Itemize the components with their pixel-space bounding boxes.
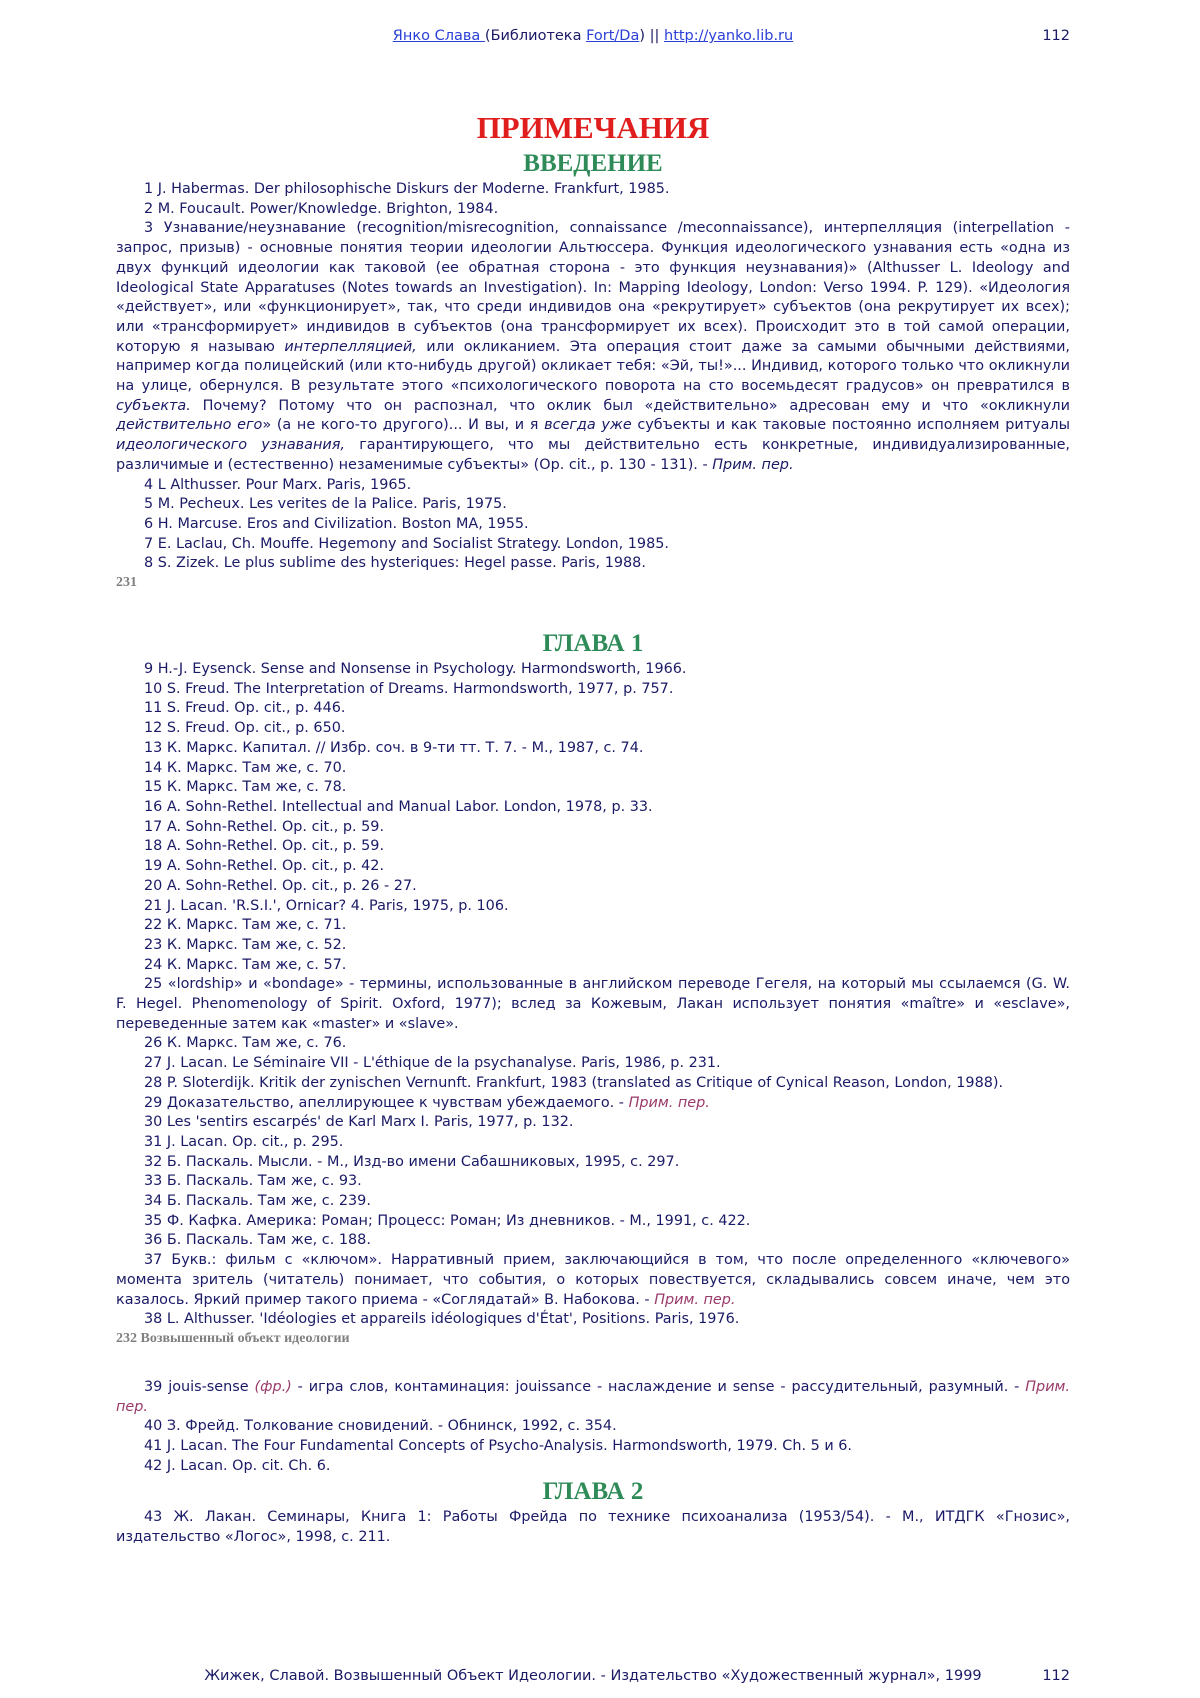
page-break-gap-2 <box>116 1348 1070 1378</box>
note-39-text-a: 39 jouis-sense <box>144 1378 255 1395</box>
note-31: 31 J. Lacan. Op. cit., p. 295. <box>144 1133 344 1150</box>
note-39 <box>116 1378 1070 1417</box>
note-34: 34 Б. Паскаль. Там же, с. 239. <box>144 1193 371 1210</box>
note-39-prim: Прим. пер. <box>116 1378 1070 1415</box>
note-3-prim: Прим. пер. <box>712 456 794 473</box>
note-3-em-j: идеологического узнавания, <box>116 437 345 454</box>
note-28: 28 P. Sloterdijk. Kritik der zynischen Vernunft. Frankfurt, 1983 (translated as Critique of Cynical Reason, London, 1988). <box>144 1074 1004 1091</box>
main-title: ПРИМЕЧАНИЯ <box>476 110 710 145</box>
note-25: 25 «lordship» и «bondage» - термины, использованные в английском переводе Гегеля, на который мы ссылаемся (G. W. F. Hegel. Phenomenology of Spirit. Oxford, 1977); вслед за Кожевым, Лакан использует понятия «maître» и «esclave», переведенные затем как «master» и «slave». <box>116 976 1070 1032</box>
note-11: 11 S. Freud. Op. cit., p. 446. <box>144 700 346 717</box>
note-21: 21 J. Lacan. 'R.S.I.', Ornicar? 4. Paris, 1975, p. 106. <box>144 897 509 914</box>
note-18: 18 A. Sohn-Rethel. Op. cit., p. 59. <box>144 838 385 855</box>
notes-content <box>116 108 1070 1548</box>
note-37-prim: Прим. пер. <box>654 1291 736 1308</box>
page-header <box>116 28 1070 52</box>
note-16: 16 A. Sohn-Rethel. Intellectual and Manual Labor. London, 1978, p. 33. <box>144 798 653 815</box>
note-9: 9 H.-J. Eysenck. Sense and Nonsense in Psychology. Harmondsworth, 1966. <box>144 661 687 678</box>
note-39-lang: (фр.) <box>254 1378 292 1395</box>
note-29-text: 29 Доказательство, апеллирующее к чувствам убеждаемого. - <box>144 1094 629 1111</box>
page-mark-232: 232 Возвышенный объект идеологии <box>116 1330 350 1346</box>
note-3-text-a: 3 Узнавание/неузнавание (recognition/misrecognition, connaissance /meconnaissance), интерпелляция (interpellation - запрос, призыв) - основные понятия теории идеологии Альтюссера. Функция идеологического узнавания есть «одна из двух функций идеологии как таковой (ее обратная сторона - это функция неузнавания)» (Althusser L. Ideology and Ideological State Apparatuses (Notes towards an Investigation). In: Mapping Ideology, London: Verso 1994. P. 129). «Идеология «действует», или «функционирует», так, что среди индивидов она «рекрутирует» субъектов (она рекрутирует их всех); или «трансформирует» индивидов в субъектов (она трансформирует их всех). Происходит это в той самой операции, которую я называю <box>116 220 1070 355</box>
section-title-intro: ВВЕДЕНИЕ <box>523 150 663 177</box>
library-prefix: (Библиотека <box>484 28 587 44</box>
note-3-em-d: субъекта. <box>116 397 191 414</box>
section-title-ch1: ГЛАВА 1 <box>542 630 644 658</box>
note-24: 24 К. Маркс. Там же, с. 57. <box>144 956 347 973</box>
section-title-ch2: ГЛАВА 2 <box>542 1478 644 1506</box>
note-14: 14 К. Маркс. Там же, с. 70. <box>144 759 347 776</box>
note-17: 17 A. Sohn-Rethel. Op. cit., p. 59. <box>144 818 385 835</box>
note-36: 36 Б. Паскаль. Там же, с. 188. <box>144 1232 371 1249</box>
note-29-prim: Прим. пер. <box>628 1094 710 1111</box>
note-37-text: 37 Букв.: фильм с «ключом». Нарративный прием, заключающийся в том, что после определенного «ключевого» момента зритель (читатель) понимает, что события, о которых повествуется, складывались совсем иначе, чем это казалось. Яркий пример такого приема - «Соглядатай» В. Набокова. - <box>116 1252 1070 1308</box>
fortda-link[interactable]: Fort/Da <box>586 28 640 44</box>
note-39-text-c: - игра слов, контаминация: jouissance - наслаждение и sense - рассудительный, разумный. - <box>291 1378 1026 1395</box>
note-2: 2 M. Foucault. Power/Knowledge. Brighton, 1984. <box>144 200 499 217</box>
note-3-text-g: » (а не кого-то другого)... И вы, и я <box>262 417 545 434</box>
note-37 <box>116 1251 1070 1310</box>
note-42: 42 J. Lacan. Op. cit. Ch. 6. <box>144 1457 331 1474</box>
note-43: 43 Ж. Лакан. Семинары, Книга 1: Работы Фрейда по технике психоанализа (1953/54). - М., ИТДГК «Гнозис», издательство «Логос», 1998, с. 211. <box>116 1509 1070 1546</box>
footer-text: Жижек, Славой. Возвышенный Объект Идеологии. - Издательство «Художественный журнал», 1999 <box>204 1668 982 1684</box>
note-30: 30 Les 'sentirs escarpés' de Karl Marx I. Paris, 1977, p. 132. <box>144 1114 574 1131</box>
note-15: 15 К. Маркс. Там же, с. 78. <box>144 779 347 796</box>
note-3-text-k: гарантирующего, что мы действительно есть конкретные, индивидуализированные, различимые и (естественно) незаменимые субъекты» (Op. cit., p. 130 - 131). - <box>116 437 1070 473</box>
header-line <box>116 28 1070 44</box>
note-19: 19 A. Sohn-Rethel. Op. cit., p. 42. <box>144 858 385 875</box>
page-footer <box>116 1668 1070 1688</box>
note-5: 5 M. Pecheux. Les verites de la Palice. Paris, 1975. <box>144 496 507 513</box>
page-mark-231: 231 <box>116 575 137 591</box>
note-32: 32 Б. Паскаль. Мысли. - М., Изд-во имени Сабашниковых, 1995, с. 297. <box>144 1153 680 1170</box>
note-3-text-e: Почему? Потому что он распознал, что оклик был «действительно» адресован ему и что «окликнули <box>190 397 1070 414</box>
note-35: 35 Ф. Кафка. Америка: Роман; Процесс: Роман; Из дневников. - М., 1991, с. 422. <box>144 1212 751 1229</box>
header-page-number: 112 <box>1042 28 1070 44</box>
footer-page-number: 112 <box>1042 1668 1070 1684</box>
note-27: 27 J. Lacan. Le Séminaire VII - L'éthique de la psychanalyse. Paris, 1986, p. 231. <box>144 1055 721 1072</box>
note-3-text-i: субъекты и как таковые постоянно исполняем ритуалы <box>631 417 1070 434</box>
note-4: 4 L Althusser. Pour Marx. Paris, 1965. <box>144 476 412 493</box>
note-1: 1 J. Habermas. Der philosophische Diskurs der Moderne. Frankfurt, 1985. <box>144 181 670 197</box>
note-3-em-b: интерпелляцией, <box>284 338 417 355</box>
note-3-em-f: действительно его <box>116 417 263 434</box>
note-3-text-c: или окликанием. Эта операция стоит даже за самыми обычными действиями, например когда полицейский (или кто-нибудь другой) окликает тебя: «Эй, ты!»... Индивид, которого только что окликнули на улице, обернулся. В результате этого «психологического поворота на сто восемьдесят градусов» он превратился в <box>116 338 1071 395</box>
author-link[interactable]: Янко Слава <box>392 28 485 44</box>
note-3 <box>116 219 1070 475</box>
note-29 <box>116 1094 1070 1114</box>
library-suffix: ) || <box>639 28 664 44</box>
note-23: 23 К. Маркс. Там же, с. 52. <box>144 936 347 953</box>
note-40: 40 З. Фрейд. Толкование сновидений. - Обнинск, 1992, с. 354. <box>144 1418 617 1435</box>
note-41: 41 J. Lacan. The Four Fundamental Concepts of Psycho-Analysis. Harmondsworth, 1979. Ch. 5 и 6. <box>144 1438 852 1455</box>
note-38: 38 L. Althusser. 'Idéologies et appareils idéologiques d'État', Positions. Paris, 1976. <box>144 1311 740 1328</box>
note-22: 22 К. Маркс. Там же, с. 71. <box>144 917 347 934</box>
note-26: 26 К. Маркс. Там же, с. 76. <box>144 1035 347 1052</box>
site-link[interactable]: http://yanko.lib.ru <box>664 28 794 44</box>
note-13: 13 К. Маркс. Капитал. // Избр. соч. в 9-ти тт. Т. 7. - М., 1987, с. 74. <box>144 739 644 756</box>
note-33: 33 Б. Паскаль. Там же, с. 93. <box>144 1173 362 1190</box>
note-7: 7 E. Laclau, Ch. Mouffe. Hegemony and Socialist Strategy. London, 1985. <box>144 535 669 552</box>
note-10: 10 S. Freud. The Interpretation of Dreams. Harmondsworth, 1977, p. 757. <box>144 680 674 697</box>
note-6: 6 H. Marcuse. Eros and Civilization. Boston MA, 1955. <box>144 515 529 532</box>
note-8: 8 S. Zizek. Le plus sublime des hysteriques: Hegel passe. Paris, 1988. <box>144 555 646 572</box>
page-break-gap <box>116 592 1070 628</box>
note-3-em-h: всегда уже <box>544 417 632 434</box>
note-12: 12 S. Freud. Op. cit., p. 650. <box>144 720 346 737</box>
note-20: 20 A. Sohn-Rethel. Op. cit., p. 26 - 27. <box>144 877 417 894</box>
